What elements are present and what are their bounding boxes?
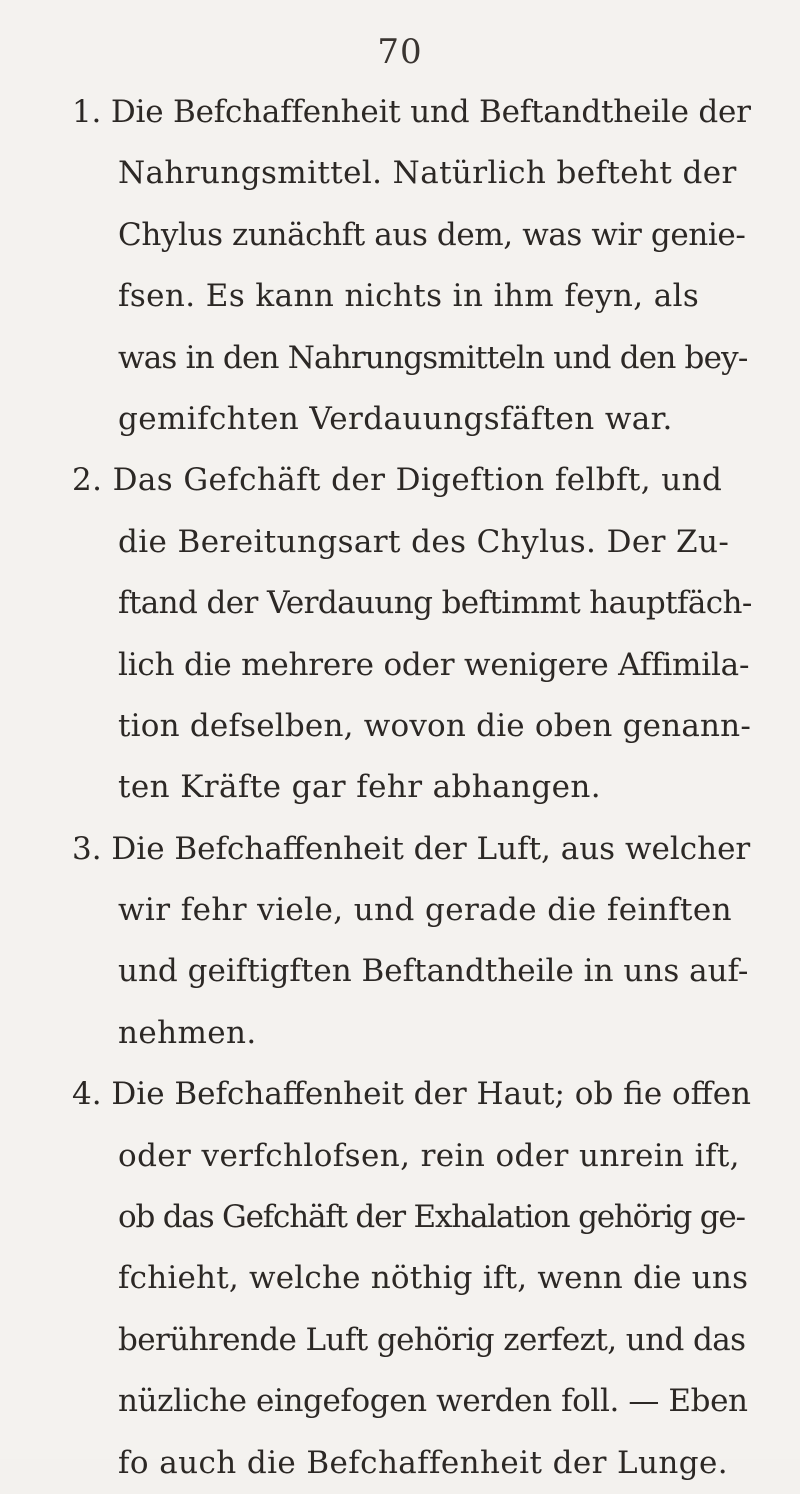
text-line: 1. Die Befchaffenheit und Beftandtheile der bbox=[72, 94, 751, 130]
text-block bbox=[72, 82, 752, 1494]
page-number: 70 bbox=[377, 32, 423, 72]
text-line: oder verfchlofsen, rein oder unrein ift, bbox=[118, 1137, 740, 1174]
text-line: 4. Die Befchaffenheit der Haut; ob fie offen bbox=[72, 1076, 752, 1113]
text-line: nüzliche eingefogen werden foll. — Eben bbox=[118, 1383, 748, 1420]
text-line: fo auch die Befchaffenheit der Lunge. bbox=[118, 1444, 729, 1481]
text-line: die Bereitungsart des Chylus. Der Zu- bbox=[118, 523, 730, 560]
text-line: lich die mehrere oder wenigere Affimila- bbox=[118, 646, 750, 683]
text-line: 2. Das Gefchäft der Digeftion felbft, und bbox=[72, 462, 723, 499]
text-line: ten Kräfte gar fehr abhangen. bbox=[118, 769, 602, 806]
text-line: fsen. Es kann nichts in ihm feyn, als bbox=[118, 278, 700, 315]
text-line: gemifchten Verdauungsfäften war. bbox=[118, 400, 673, 437]
text-line: was in den Nahrungsmitteln und den bey- bbox=[118, 339, 748, 376]
text-line: fchieht, welche nöthig ift, wenn die uns bbox=[118, 1260, 749, 1297]
text-line: Chylus zunächft aus dem, was wir genie- bbox=[118, 216, 746, 253]
text-line: Nahrungsmittel. Natürlich befteht der bbox=[118, 155, 737, 192]
text-line: ob das Gefchäft der Exhalation gehörig ge- bbox=[118, 1199, 745, 1236]
text-line: und geiftigften Beftandtheile in uns auf- bbox=[118, 953, 749, 990]
text-line: tion defselben, wovon die oben genann- bbox=[118, 707, 752, 744]
text-line: ftand der Verdauung beftimmt hauptfäch- bbox=[118, 585, 752, 622]
text-line: nehmen. bbox=[118, 1014, 257, 1051]
text-line: 3. Die Befchaffenheit der Luft, aus welcher bbox=[72, 830, 751, 867]
text-line: berührende Luft gehörig zerfezt, und das bbox=[118, 1321, 746, 1358]
text-line: wir fehr viele, und gerade die feinften bbox=[118, 892, 732, 929]
